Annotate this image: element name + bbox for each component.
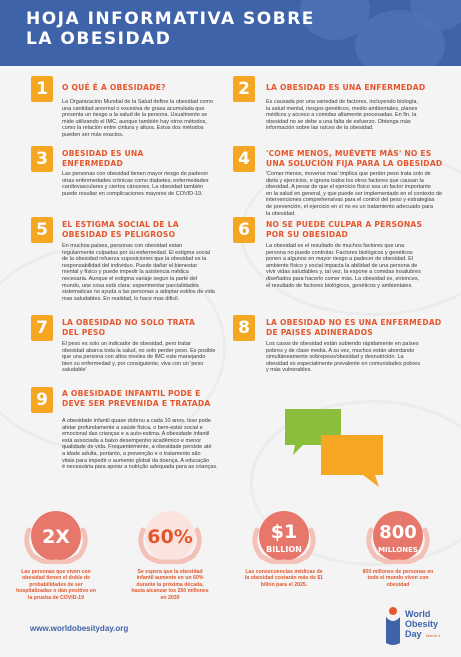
svg-text:Obesity: Obesity bbox=[405, 619, 439, 629]
section-title: 'COME MENOS, MUÉVETE MÁS' NO ES UNA SOLUCIÓN FIJA PARA LA OBESIDAD bbox=[266, 149, 443, 168]
section-number: 5 bbox=[31, 217, 53, 243]
section-title: LA OBESIDAD NO SOLO TRATA DEL PESO bbox=[62, 318, 196, 337]
hands-icon bbox=[129, 508, 211, 564]
section-body: La obesidad es el resultado de muchos factores que una persona no puede controlar. Factores biológicos y genéticos ponen a algunos en mayor riesgo a padecer de obesidad. El ambiente físico y social impacta la abilidad de una persona de vivir vidas saludables y, tal vez, la expone a comidas insalubres diseñados para hacerlo comer más. La obesidad es, entonces, el resultado de factores biológicos, genéticos y ambientales. bbox=[266, 243, 421, 289]
section-number: 9 bbox=[31, 387, 53, 413]
world-obesity-day-logo bbox=[380, 603, 455, 649]
svg-text:March 4: March 4 bbox=[426, 633, 441, 638]
section-title: EL ESTIGMA SOCIAL DE LA OBESIDAD ES PELIGROSO bbox=[62, 220, 179, 239]
section-title: A OBESIDADE INFANTIL PODE E DEVE SER PREVENIDA E TRATADA bbox=[62, 389, 211, 408]
stat-caption: Se espera que la obesidad infantil aumente en un 60% durante la próxima década, hasta alcanzar los 250 millones en 2030 bbox=[131, 569, 209, 601]
section-number: 8 bbox=[233, 315, 255, 341]
section-body: Es causada por una variedad de factores, incluyendo biología, la salud mental, riesgos genéticos, medio ambientales, planes médicos y acceso a comidas altamente procesadas. En fin, la obesidad no se debe a una falta de esfuerzo. Obtenga más información sobre las raíces de la obesidad. bbox=[266, 99, 418, 132]
stat-value: 2X bbox=[42, 526, 70, 548]
stat-caption: 800 millones de personas en todo el mundo viven con obesidad bbox=[362, 569, 434, 588]
svg-text:World: World bbox=[405, 609, 431, 619]
stat-card bbox=[357, 508, 439, 588]
section-body: Los casos de obesidad están subiendo rápidamente en países pobres y de clase media. A su vez, muchos están abordando simultáneamente sobrepeso/obesidad y desnutrición. La obesidad es especialmente prevalente en comunidades pobres y más vulnerables. bbox=[266, 341, 421, 374]
section-body: El peso es solo un indicador de obesidad, pero tratar obesidad abarca toda la salud, no solo perder peso. Es posible que una persona con altos niveles de IMC este manejando bien su enfermedad y, por consiguiente, viva con un 'peso saludable' bbox=[62, 341, 216, 374]
website-link[interactable]: www.worldobesityday.org bbox=[30, 624, 129, 633]
section-title: LA OBESIDAD ES UNA ENFERMEDAD bbox=[266, 83, 426, 92]
stat-unit: MILLONES bbox=[378, 546, 418, 554]
section-body: A obesidade infantil quase dobrou a cada 10 anos. Isso pode afetar profundamente a saúde física, o bem-estar social e emocional das crianças e a auto-estima. A obesidade infantil está associada a baixo desempenho acadêmico e menor qualidade de vida. Frequentemente, a obesidade persiste até a idade adulta, portanto, a prevenção e o tratamento são vitais para impedir o aumento global da doença. A educação é necessária para apoiar a nutrição adequada para as crianças. bbox=[62, 418, 218, 471]
section-number: 4 bbox=[233, 146, 255, 172]
section-body: La Organización Mundial de la Salud define la obesidad como una cantidad anormal o excesiva de grasa acumulada que presenta un riesgo a la salud de la persona. Usualmente se mide utilizando el IMC, aunque también hay otros métodos, como la relación entre cintura y altura. Estos dos métodos pueden ser más exactos. bbox=[62, 99, 214, 138]
section-number: 7 bbox=[31, 315, 53, 341]
section-body: Las personas con obesidad tienen mayor riesgo de padecer otras enfermedades crónicas como diabetes, enfermedades cardiovasculares y ciertos cánceres. La obesidad también puede resultar en complicaciones mayores de COVID-19. bbox=[62, 171, 209, 197]
section-title: O QUÉ É A OBESIDADE? bbox=[62, 83, 166, 92]
section-number: 6 bbox=[233, 217, 255, 243]
section-number: 3 bbox=[31, 146, 53, 172]
hands-icon bbox=[15, 508, 97, 564]
section-title: OBESIDAD ES UNA ENFERMEDAD bbox=[62, 149, 144, 168]
page-title bbox=[26, 9, 356, 49]
stat-value: 800 bbox=[379, 522, 417, 543]
stat-caption: Las consecuencias médicas de la obesidad costarán más de $1 billón para el 2025. bbox=[244, 569, 324, 588]
stat-card bbox=[129, 508, 211, 601]
page-title-line-2: LA OBESIDAD bbox=[26, 29, 172, 49]
stat-caption: Las personas que viven con obesidad tienen el doble de probabilidades de ser hospitalizadas o dan positivo en la prueba de COVID-19 bbox=[16, 569, 96, 601]
section-title: LA OBESIDAD NO ES UNA ENFERMEDAD DE PAISES ADINERADOS bbox=[266, 318, 442, 337]
stat-card bbox=[15, 508, 97, 601]
section-number: 1 bbox=[31, 76, 53, 102]
page-title-line-1: HOJA INFORMATIVA SOBRE bbox=[26, 9, 315, 29]
stat-value: $1 bbox=[270, 521, 298, 543]
svg-text:Day: Day bbox=[405, 629, 422, 639]
section-body: 'Comer menos, moverse mas' implica que perder peso trata solo de dieta y ejercicios, e ignora todos los otros factores que causan la obesidad. A pesar de que el ejercicio físico sea un factor importante en la salud en general, y que puede ser implementado en el contexto de intervenciones comprehensivas para el control del peso y estrategias de prevención, el ejercicio en sí no es un tratamiento adecuado para la obesidad. bbox=[266, 171, 443, 217]
stat-unit: BILLION bbox=[266, 545, 302, 554]
speech-bubbles-icon bbox=[283, 405, 393, 495]
header-banner bbox=[0, 0, 461, 66]
stat-card bbox=[243, 508, 325, 588]
hands-icon bbox=[243, 508, 325, 564]
section-title: NO SE PUEDE CULPAR A PERSONAS POR SU OBESIDAD bbox=[266, 220, 423, 239]
hands-icon bbox=[357, 508, 439, 564]
section-number: 2 bbox=[233, 76, 255, 102]
stat-value: 60% bbox=[147, 526, 193, 548]
section-body: En muchos países, personas con obesidad estan regularmente culpadas por su enfermedad. El estigma social de la obesidad refuerza suposiciones que la obesidad es la responsabilidad del individuo. Puede dañar el bienestar mental y físico y puede impedir la asistencia médica necesaria. Aunque el estigma variaje segun la parte del mundo, une cosa está clara: experimentar parcialidades sistematicas no ayuda a las personas a adoptar estilos de vida mas saludables. En realidad, lo hace mas dificil. bbox=[62, 243, 215, 302]
